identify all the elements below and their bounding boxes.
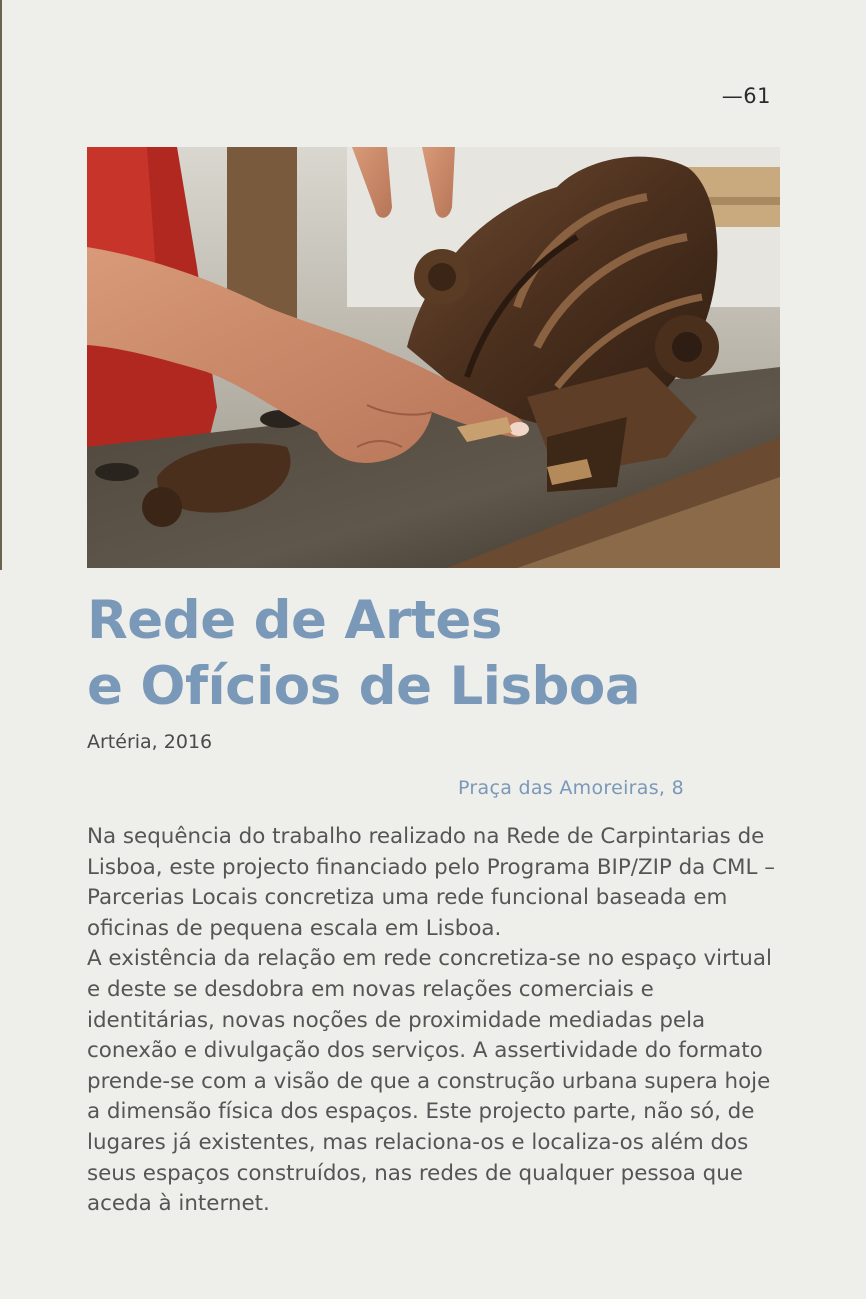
body-paragraph: Na sequência do trabalho realizado na Rede de Carpintarias de Lisboa, este projecto financiado pelo Programa BIP/ZIP da CML – Parcerias Locais concretiza uma rede funcional baseada em oficinas de pequena escala em Lisboa. xyxy=(87,824,775,941)
title-line-2: e Ofícios de Lisboa xyxy=(87,656,641,717)
article-address: Praça das Amoreiras, 8 xyxy=(458,777,684,799)
title-line-1: Rede de Artes xyxy=(87,590,502,651)
body-paragraph: A existência da relação em rede concretiza-se no espaço virtual e deste se desdobra em novas relações comerciais e identitárias, novas noções de proximidade mediadas pela conexão e divulgação dos serviços. A assertividade do formato prende-se com a visão de que a construção urbana supera hoje a dimensão física dos espaços. Este projecto parte, não só, de lugares já existentes, mas relaciona-os e localiza-os além dos seus espaços construídos, nas redes de qualquer pessoa que aceda à internet. xyxy=(87,946,772,1217)
page-edge xyxy=(0,0,2,570)
article-title xyxy=(87,588,640,720)
article-body xyxy=(87,822,787,1220)
woodcarving-photo xyxy=(87,147,780,568)
article-credit: Artéria, 2016 xyxy=(87,731,213,753)
page-number: —61 xyxy=(721,84,771,108)
